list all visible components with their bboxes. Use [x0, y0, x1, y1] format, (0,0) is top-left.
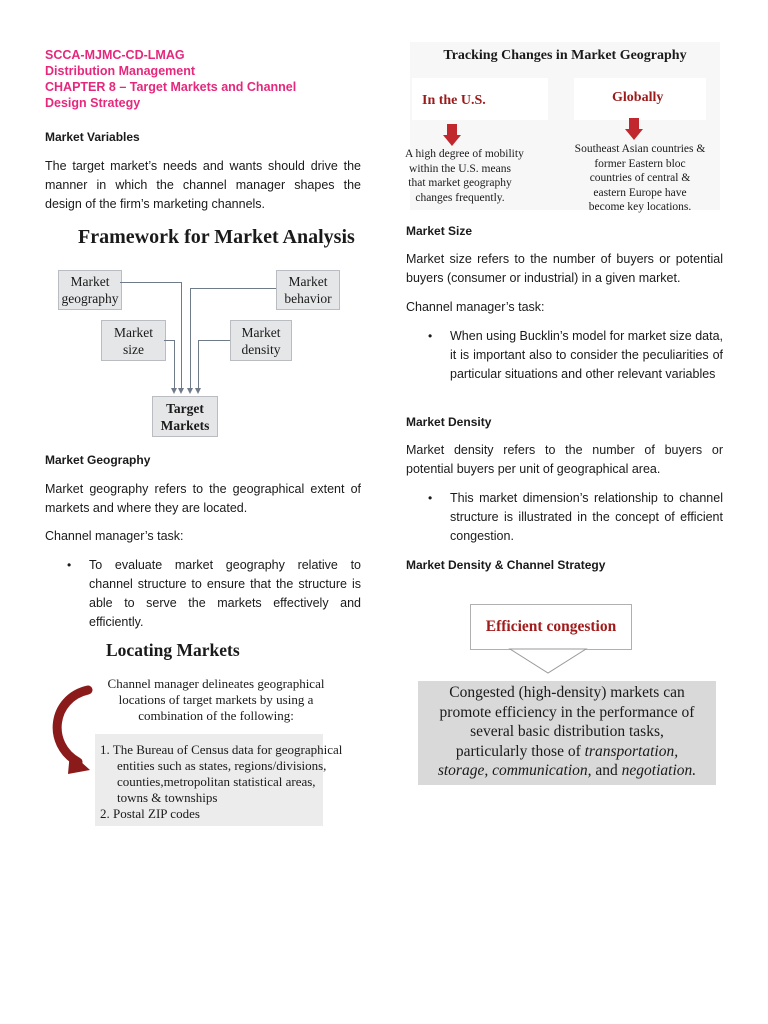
arrowhead [195, 388, 201, 394]
framework-title: Framework for Market Analysis [78, 226, 355, 248]
text-line: former Eastern bloc [594, 157, 686, 170]
connector-line [181, 282, 182, 388]
text-span: particularly those of [455, 742, 585, 760]
list-line: 1. The Bureau of Census data for geographical [100, 742, 343, 757]
market-variables-text: The target market’s needs and wants should drive the manner in which the channel manager shapes the design of the firm’s marketing channels. [45, 159, 361, 211]
chevron-down-icon [508, 648, 588, 674]
connector-line [190, 288, 191, 388]
box-label: size [123, 341, 144, 357]
arrowhead [178, 388, 184, 394]
intro-line: combination of the following: [138, 708, 294, 723]
emphasis-span: storage, communication, [437, 762, 592, 779]
connector-line [174, 340, 175, 388]
text-line: Southeast Asian countries & [574, 143, 706, 155]
congestion-explanation-box [418, 681, 716, 785]
global-label: Globally [612, 90, 664, 105]
market-variables-heading: Market Variables [45, 130, 140, 144]
efficient-congestion-callout: Efficient congestion [470, 604, 632, 650]
intro-line: locations of target markets by using a [118, 692, 314, 707]
box-label: Target [166, 400, 204, 416]
target-markets-box [152, 396, 218, 437]
course-subject: Distribution Management [45, 64, 196, 78]
text-line: eastern Europe have [593, 186, 687, 199]
channel-task-label: Channel manager’s task: [45, 529, 184, 543]
text-span: and [591, 762, 622, 779]
market-behavior-box [276, 270, 340, 310]
box-line: several basic distribution tasks, [470, 723, 664, 740]
us-label: In the U.S. [422, 93, 486, 108]
connector-line [190, 288, 276, 289]
text-line: that market geography [408, 177, 512, 189]
box-label: behavior [284, 291, 332, 306]
box-line: promote efficiency in the performance of [439, 703, 695, 721]
market-geography-text: Market geography refers to the geographical extent of markets and where they are located. [45, 482, 361, 515]
market-geography-box [58, 270, 122, 310]
channel-task-label: Channel manager’s task: [406, 300, 545, 314]
text-line: become key locations. [588, 201, 692, 213]
text-line: changes frequently. [415, 191, 505, 204]
density-bullet-text: This market dimension’s relationship to channel structure is illustrated in the concept of efficient congestion. [450, 491, 723, 543]
intro-line: Channel manager delineates geographical [107, 676, 325, 691]
emphasis-span: negotiation. [621, 762, 697, 779]
box-label: Markets [160, 417, 210, 433]
box-label: Market [70, 274, 110, 289]
bullet-dot: • [428, 329, 433, 343]
us-description [405, 147, 524, 205]
chapter-title-line2: Design Strategy [45, 96, 141, 110]
down-arrow-icon [443, 124, 461, 146]
box-line: Congested (high-density) markets can [449, 684, 685, 701]
box-line [418, 742, 716, 762]
box-label: Market [241, 324, 281, 340]
tracking-title: Tracking Changes in Market Geography [443, 48, 687, 63]
document-header [45, 47, 375, 111]
geography-bullet-text: To evaluate market geography relative to channel structure to ensure that the structure is able to serve the markets effectively and efficiently. [89, 558, 361, 629]
box-label: geography [61, 291, 119, 306]
market-size-box [101, 320, 166, 361]
connector-line [198, 340, 199, 388]
connector-line [120, 282, 181, 283]
chapter-title-line1: CHAPTER 8 – Target Markets and Channel [45, 80, 297, 94]
connector-line [198, 340, 230, 341]
market-size-heading: Market Size [406, 224, 473, 238]
geography-bullet [67, 556, 361, 632]
box-line [418, 761, 716, 781]
curved-arrow-icon [44, 684, 96, 776]
box-label: Market [114, 324, 153, 340]
density-strategy-heading: Market Density & Channel Strategy [406, 558, 606, 572]
down-arrow-icon [625, 118, 643, 140]
market-geography-heading: Market Geography [45, 453, 151, 467]
bullet-dot: • [67, 558, 72, 572]
locating-markets-title: Locating Markets [106, 640, 240, 660]
market-density-box [230, 320, 292, 361]
list-line: 2. Postal ZIP codes [100, 806, 200, 821]
bullet-dot: • [428, 491, 433, 505]
arrowhead [187, 388, 193, 394]
locating-list [100, 742, 342, 822]
arrowhead [171, 388, 177, 394]
list-line: towns & townships [117, 790, 218, 805]
text-line: within the U.S. means [409, 162, 511, 175]
box-label: Market [288, 274, 328, 289]
box-label: density [241, 341, 281, 357]
global-description [570, 142, 710, 215]
market-density-heading: Market Density [406, 415, 492, 429]
density-bullet [428, 489, 723, 546]
locating-intro [98, 676, 334, 724]
market-density-text: Market density refers to the number of buyers or potential buyers per unit of geographical area. [406, 443, 723, 476]
emphasis-span: transportation, [584, 742, 679, 760]
list-line: counties,metropolitan statistical areas, [117, 774, 316, 789]
size-bullet [428, 327, 723, 384]
list-line: entities such as states, regions/divisions, [117, 758, 327, 773]
market-size-text: Market size refers to the number of buyers or potential buyers (consumer or industrial) in a given market. [406, 252, 723, 285]
course-code: SCCA-MJMC-CD-LMAG [45, 48, 185, 62]
text-line: countries of central & [589, 172, 691, 184]
size-bullet-text: When using Bucklin’s model for market size data, it is important also to consider the peculiarities of particular situations and other relevant variables [450, 329, 723, 381]
text-line: A high degree of mobility [405, 148, 524, 160]
connector-line [164, 340, 174, 341]
